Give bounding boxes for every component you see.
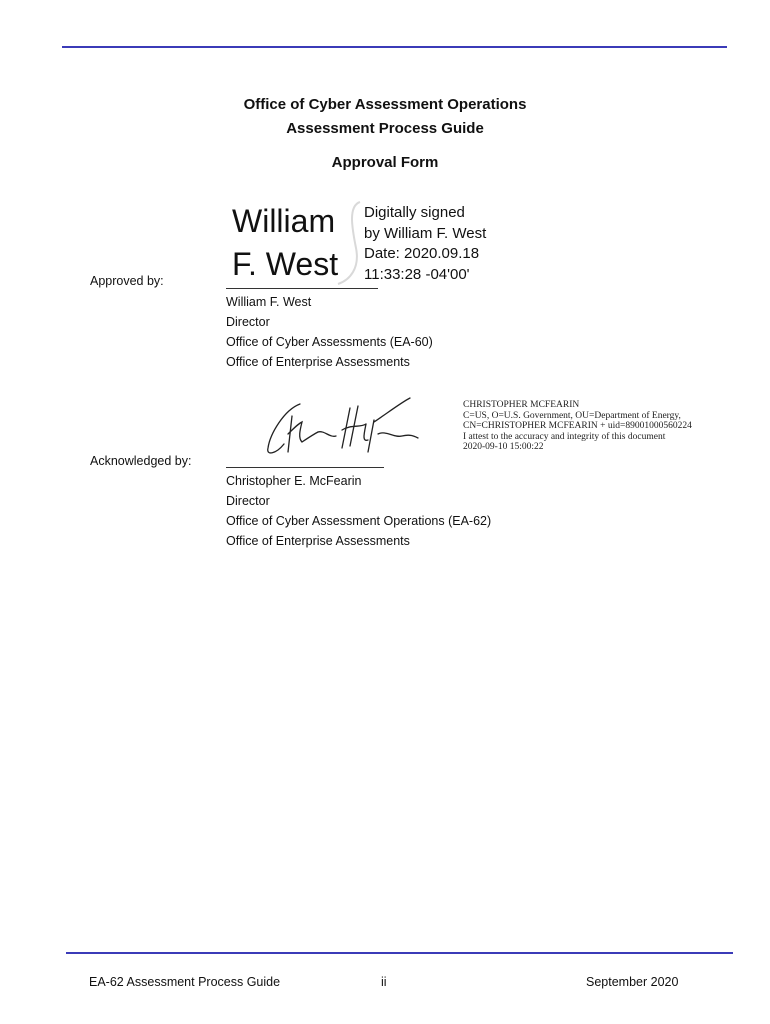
signature-detail-line: 11:33:28 -04'00' <box>364 265 470 283</box>
approver-org: Office of Enterprise Assessments <box>226 355 410 369</box>
signature-detail-line: by William F. West <box>364 224 487 242</box>
approver-office: Office of Cyber Assessments (EA-60) <box>226 335 433 349</box>
org-title: Office of Cyber Assessment Operations <box>243 96 527 113</box>
signature-line <box>226 288 378 289</box>
certificate-line: C=US, O=U.S. Government, OU=Department of Energy, <box>463 410 681 421</box>
digital-signature-name[interactable] <box>232 200 338 286</box>
approver-name: William F. West <box>226 295 312 309</box>
signature-detail-line: Date: 2020.09.18 <box>364 245 480 262</box>
form-title: Approval Form <box>331 154 439 171</box>
footer-rule <box>66 952 733 954</box>
approved-by-label: Approved by: <box>90 274 164 288</box>
footer-doc-name: EA-62 Assessment Process Guide <box>89 975 281 989</box>
acknowledger-name: Christopher E. McFearin <box>226 474 362 488</box>
footer-date: September 2020 <box>586 975 679 989</box>
handwritten-signature-icon[interactable] <box>262 394 422 458</box>
certificate-line: CN=CHRISTOPHER MCFEARIN + uid=89001000560224 <box>463 421 692 432</box>
signature-detail-line: Digitally signed <box>364 204 465 221</box>
acknowledged-by-label: Acknowledged by: <box>90 454 192 468</box>
acknowledger-block <box>226 471 491 551</box>
signature-line <box>226 467 384 468</box>
acknowledger-office: Office of Cyber Assessment Operations (EA-62) <box>226 514 492 528</box>
signature-name-line: William <box>232 203 336 239</box>
page-number: ii <box>381 975 387 989</box>
certificate-line: CHRISTOPHER MCFEARIN <box>463 400 580 410</box>
digital-certificate-details <box>463 400 692 453</box>
certificate-line: I attest to the accuracy and integrity of this document <box>463 431 666 442</box>
header-rule <box>62 46 727 48</box>
digital-signature-details[interactable] <box>364 203 486 285</box>
acknowledger-org: Office of Enterprise Assessments <box>226 534 410 548</box>
acknowledger-title: Director <box>226 494 270 508</box>
document-title: Assessment Process Guide <box>286 120 484 137</box>
certificate-line: 2020-09-10 15:00:22 <box>463 442 544 453</box>
signature-name-line: F. West <box>232 246 339 282</box>
approver-block <box>226 292 433 372</box>
approver-title: Director <box>226 315 270 329</box>
